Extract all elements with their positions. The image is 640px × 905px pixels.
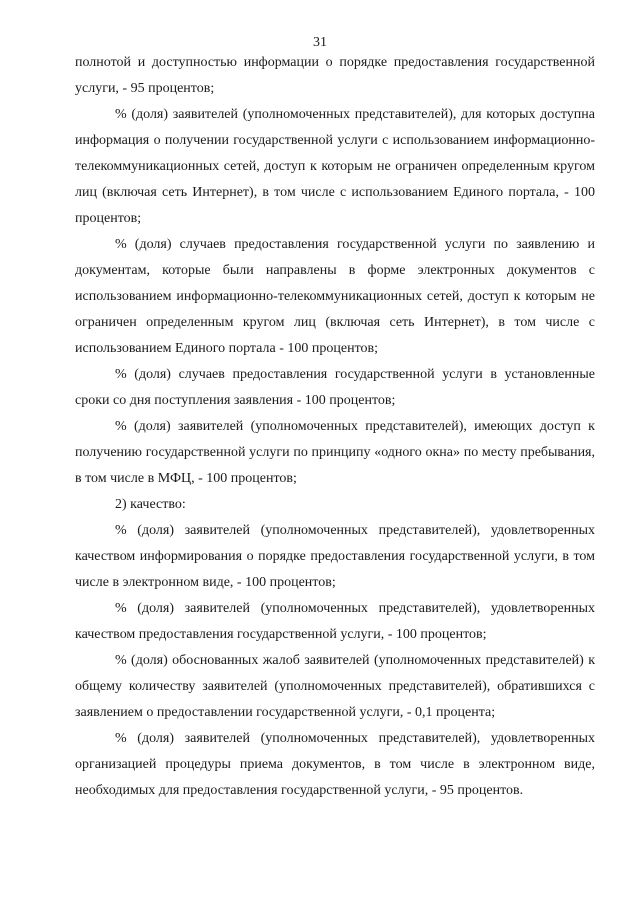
paragraph-quality-heading: 2) качество: bbox=[115, 497, 186, 512]
paragraph-one-window-share: % (доля) заявителей (уполномоченных представителей), имеющих доступ к получению государственной услуги по принципу «одного окна» по месту пребывания, в том числе в МФЦ, - 100 процентов; bbox=[75, 419, 595, 486]
paragraph-service-quality-share: % (доля) заявителей (уполномоченных представителей), удовлетворенных качеством предоставления государственной услуги, - 100 процентов; bbox=[75, 601, 595, 642]
paragraph-info-access-share: % (доля) заявителей (уполномоченных представителей), для которых доступна информация о получении государственной услуги с использованием информационно-телекоммуникационных сетей, доступ к которым не ограничен определенным кругом лиц (включая сеть Интернет), в том числе с использованием Единого портала, - 100 процентов; bbox=[75, 107, 595, 226]
document-body bbox=[75, 50, 595, 804]
page-number: 31 bbox=[313, 35, 327, 50]
paragraph-on-time-share: % (доля) случаев предоставления государственной услуги в установленные сроки со дня поступления заявления - 100 процентов; bbox=[75, 367, 595, 408]
paragraph-document-intake-share: % (доля) заявителей (уполномоченных представителей), удовлетворенных организацией процедуры приема документов, в том числе в электронном виде, необходимых для предоставления государственной услуги, - 95 процентов. bbox=[75, 731, 595, 798]
paragraph-complaints-share: % (доля) обоснованных жалоб заявителей (уполномоченных представителей) к общему количеству заявителей (уполномоченных представителей), обратившихся с заявлением о предоставлении государственной услуги, - 0,1 процента; bbox=[75, 653, 595, 720]
paragraph-info-quality-share: % (доля) заявителей (уполномоченных представителей), удовлетворенных качеством информирования о порядке предоставления государственной услуги, в том числе в электронном виде, - 100 процентов; bbox=[75, 523, 595, 590]
paragraph-electronic-requests-share: % (доля) случаев предоставления государственной услуги по заявлению и документам, которые были направлены в форме электронных документов с использованием информационно-телекоммуникационных сетей, доступ к которым не ограничен определенным кругом лиц (включая сеть Интернет), в том числе с использованием Единого портала - 100 процентов; bbox=[75, 237, 595, 356]
paragraph-quality-info-completeness: полнотой и доступностью информации о порядке предоставления государственной услуги, - 95 процентов; bbox=[75, 55, 595, 96]
